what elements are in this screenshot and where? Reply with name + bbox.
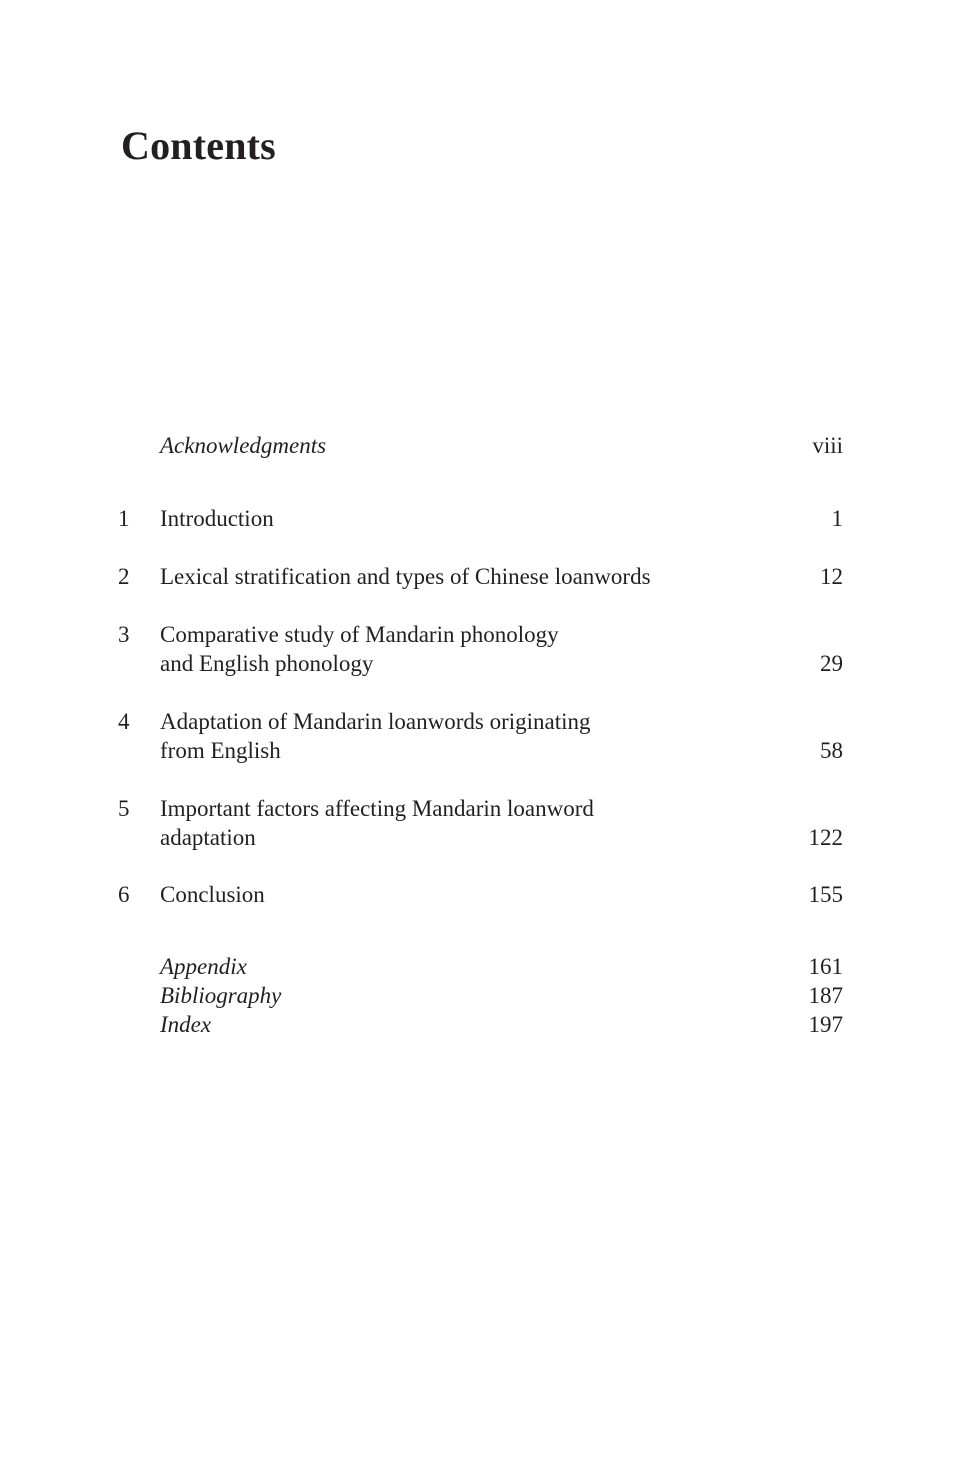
toc-entry-page: 197 (808, 1012, 843, 1037)
toc-entry-title: Lexical stratification and types of Chinese loanwords (160, 564, 651, 589)
toc-entry-bibliography (118, 981, 843, 1010)
chapter-number: 3 (118, 622, 130, 647)
toc-entry-chapter-4 (118, 707, 843, 765)
toc-entry-title: Index (160, 1012, 212, 1037)
toc-entry-chapter-3 (118, 620, 843, 678)
toc-entry-appendix (118, 952, 843, 981)
toc-entry-chapter-1 (118, 504, 843, 533)
toc-entry-page: 1 (831, 506, 843, 531)
toc-entry-title: Adaptation of Mandarin loanwords originating from English (160, 709, 591, 763)
toc-entry-page: viii (812, 433, 843, 458)
page-title: Contents (121, 123, 276, 168)
toc-entry-page: 58 (820, 738, 843, 763)
toc-entry-page: 161 (808, 954, 843, 979)
toc-entry-page: 187 (808, 983, 843, 1008)
toc-entry-page: 122 (808, 825, 843, 850)
chapter-number: 4 (118, 709, 130, 734)
toc-entry-acknowledgments (118, 431, 843, 460)
toc-entry-title: Appendix (160, 954, 247, 979)
chapter-number: 2 (118, 564, 130, 589)
toc-entry-page: 155 (808, 882, 843, 907)
toc-entry-chapter-6 (118, 880, 843, 909)
chapter-number: 6 (118, 882, 130, 907)
chapter-number: 1 (118, 506, 130, 531)
toc-entry-title: Comparative study of Mandarin phonology and English phonology (160, 622, 559, 676)
toc-entry-chapter-5 (118, 794, 843, 852)
toc-entry-page: 12 (820, 564, 843, 589)
toc-entry-index (118, 1010, 843, 1039)
toc-entry-title: Bibliography (160, 983, 282, 1008)
chapter-number: 5 (118, 796, 130, 821)
toc-entry-chapter-2 (118, 562, 843, 591)
toc-entry-title: Acknowledgments (160, 433, 327, 458)
toc-entry-title: Important factors affecting Mandarin loanword adaptation (160, 796, 594, 850)
toc-entry-title: Conclusion (160, 882, 265, 907)
toc-entry-page: 29 (820, 651, 843, 676)
toc-entry-title: Introduction (160, 506, 274, 531)
